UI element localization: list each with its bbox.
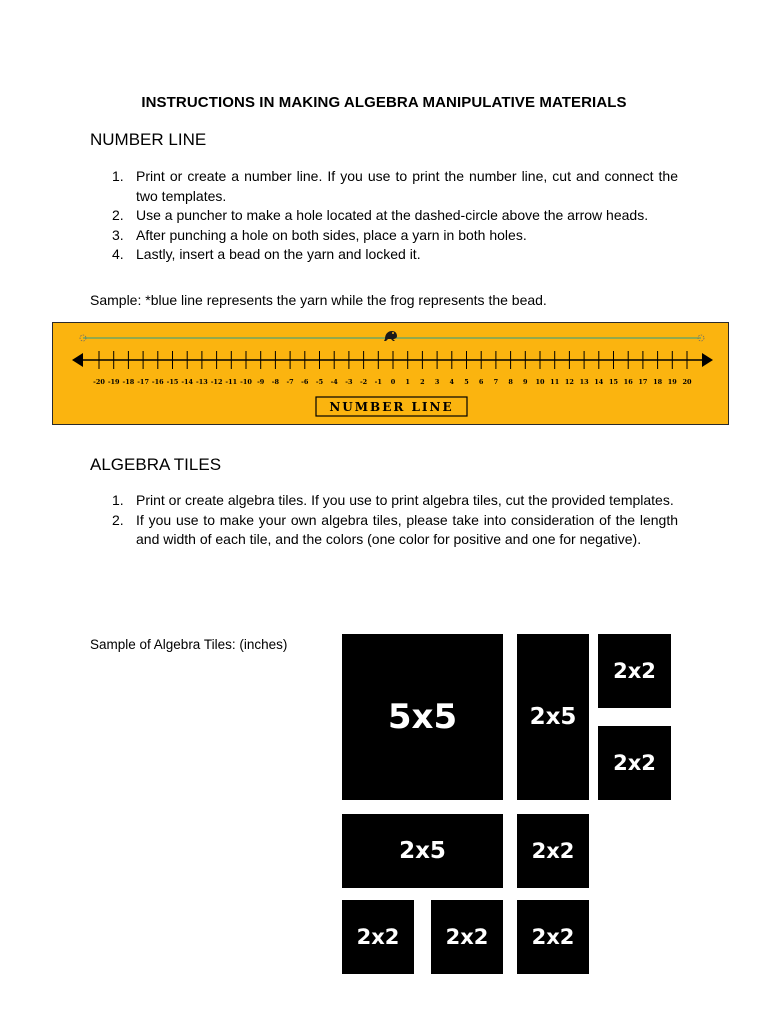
tick-label: -10 xyxy=(240,378,252,386)
tick-label: -13 xyxy=(196,378,208,386)
step-text: Use a puncher to make a hole located at the dashed-circle above the arrow heads. xyxy=(136,207,649,223)
list-item xyxy=(90,226,678,246)
tick-label: -9 xyxy=(257,378,265,386)
tick-label: -7 xyxy=(286,378,294,386)
step-text: Print or create a number line. If you use to print the number line, cut and connect the two templates. xyxy=(136,168,678,204)
tile-2x2: 2x2 xyxy=(598,726,671,800)
list-item xyxy=(90,511,678,550)
tick-label: 9 xyxy=(523,378,528,386)
tick-label: -3 xyxy=(345,378,353,386)
list-item xyxy=(90,206,678,226)
tile-2x2: 2x2 xyxy=(517,814,589,888)
page-title: INSTRUCTIONS IN MAKING ALGEBRA MANIPULATIVE MATERIALS xyxy=(141,94,627,111)
tick-label: 16 xyxy=(623,378,633,386)
tick-label: 17 xyxy=(638,378,648,386)
tick-label: 7 xyxy=(493,378,499,386)
tick-label: -11 xyxy=(225,378,238,386)
step-text: If you use to make your own algebra tiles, please take into consideration of the length and width of each tile, and the colors (one color for positive and one for negative). xyxy=(136,511,678,547)
tick-label: 12 xyxy=(564,378,574,386)
step-number: 1. xyxy=(112,168,124,184)
arrow-head-left xyxy=(72,353,83,367)
tick-label: 6 xyxy=(478,378,484,386)
list-item xyxy=(90,245,678,265)
number-line-graphic xyxy=(53,323,730,426)
tile-2x5-horizontal: 2x5 xyxy=(342,814,503,888)
tick-label: -15 xyxy=(166,378,179,386)
tile-5x5: 5x5 xyxy=(342,634,503,800)
tick-label: -20 xyxy=(93,378,105,386)
tick-label: -18 xyxy=(122,378,135,386)
tick-label: 19 xyxy=(667,378,677,386)
tick-label: -17 xyxy=(137,378,149,386)
tick-label: 2 xyxy=(420,378,425,386)
tile-2x2: 2x2 xyxy=(517,900,589,974)
tick-label: 11 xyxy=(550,378,560,386)
algebra-tiles-steps xyxy=(90,491,678,550)
tick-label: 14 xyxy=(594,378,604,386)
tick-label: 8 xyxy=(508,378,513,386)
tick-label: 13 xyxy=(579,378,589,386)
tick-label: -19 xyxy=(107,378,120,386)
number-line-heading: NUMBER LINE xyxy=(90,130,207,149)
tick-label: 18 xyxy=(653,378,663,386)
list-item xyxy=(90,491,678,511)
tile-2x2: 2x2 xyxy=(431,900,503,974)
tick-label: -6 xyxy=(301,378,309,386)
arrow-head-right xyxy=(702,353,713,367)
tick-label: -1 xyxy=(374,378,382,386)
step-number: 2. xyxy=(112,207,124,223)
tile-2x2: 2x2 xyxy=(342,900,414,974)
tick-label: 10 xyxy=(535,378,545,386)
number-line-steps xyxy=(90,167,678,265)
step-number: 2. xyxy=(112,511,124,528)
frog-icon xyxy=(384,331,397,341)
tick-label: -12 xyxy=(210,378,223,386)
algebra-tiles-caption: Sample of Algebra Tiles: (inches) xyxy=(90,637,288,652)
number-line-banner xyxy=(52,322,729,425)
tick-label: -16 xyxy=(151,378,164,386)
tick-label: -8 xyxy=(271,378,280,386)
tile-2x5-vertical: 2x5 xyxy=(517,634,589,800)
tick-label: 4 xyxy=(449,378,455,386)
tick-label: 15 xyxy=(608,378,619,386)
tick-label: -4 xyxy=(330,378,338,386)
tick-label: -5 xyxy=(315,378,324,386)
tick-label: 20 xyxy=(682,378,692,386)
tick-label: 5 xyxy=(464,378,469,386)
step-number: 1. xyxy=(112,492,124,508)
tick-label: 3 xyxy=(434,378,440,386)
algebra-tiles-heading: ALGEBRA TILES xyxy=(90,455,222,474)
step-text: Lastly, insert a bead on the yarn and locked it. xyxy=(136,246,421,262)
tick-label: 1 xyxy=(405,378,410,386)
list-item xyxy=(90,167,678,206)
number-line-sample-text: Sample: *blue line represents the yarn while the frog represents the bead. xyxy=(90,292,547,308)
step-number: 4. xyxy=(112,246,124,262)
step-text: After punching a hole on both sides, place a yarn in both holes. xyxy=(136,226,527,243)
tick-marks xyxy=(99,351,687,369)
tick-label: -2 xyxy=(359,378,368,386)
tick-labels xyxy=(93,378,692,386)
tick-label: -14 xyxy=(181,378,194,386)
step-number: 3. xyxy=(112,226,124,243)
step-text: Print or create algebra tiles. If you use to print algebra tiles, cut the provided templates. xyxy=(136,492,674,508)
number-line-label: NUMBER LINE xyxy=(329,400,454,414)
tick-label: 0 xyxy=(390,378,396,386)
tile-2x2: 2x2 xyxy=(598,634,671,708)
